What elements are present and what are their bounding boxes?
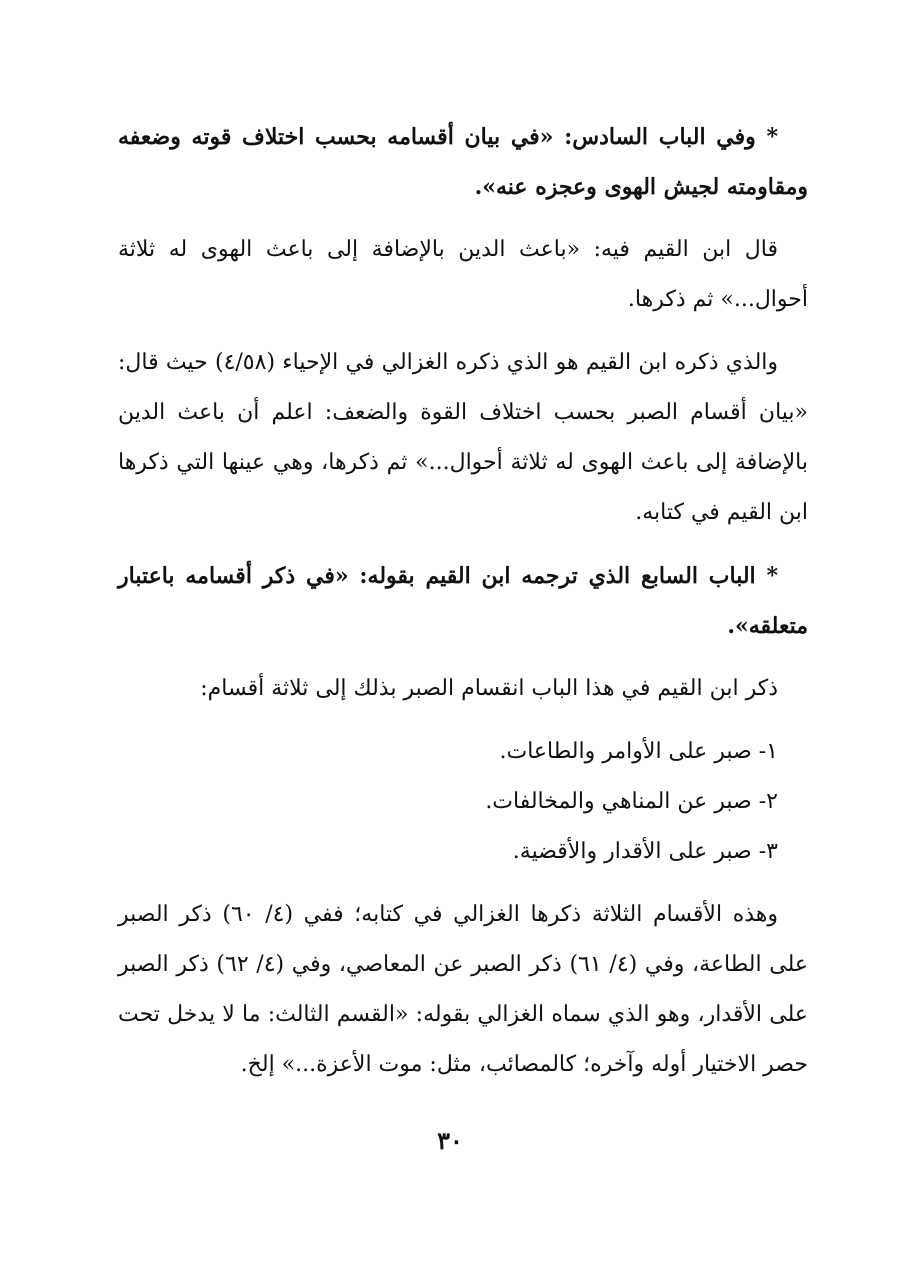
paragraph-chapter-six: * وفي الباب السادس: «في بيان أقسامه بحسب اختلاف قوته وضعفه ومقاومته لجيش الهوى وعجزه عنه». [118, 124, 808, 200]
page-body [118, 112, 808, 1103]
paragraph-closing: وهذه الأقسام الثلاثة ذكرها الغزالي في كتابه؛ ففي (٤/ ٦٠) ذكر الصبر على الطاعة، وفي (٤/ ٦١) ذكر الصبر عن المعاصي، وفي (٤/ ٦٢) ذكر الصبر على الأقدار، وهو الذي سماه الغزالي بقوله: «القسم الثالث: ما لا يدخل تحت حصر الاختيار أوله وآخره؛ كالمصائب، مثل: موت الأعزة...» إلخ. [118, 902, 809, 1077]
paragraph-three-divisions-intro: ذكر ابن القيم في هذا الباب انقسام الصبر بذلك إلى ثلاثة أقسام: [200, 676, 778, 701]
paragraph-chapter-seven: * الباب السابع الذي ترجمه ابن القيم بقوله: «في ذكر أقسامه باعتبار متعلقه». [118, 563, 808, 639]
paragraph-ibn-qayyim-quote: قال ابن القيم فيه: «باعث الدين بالإضافة إلى باعث الهوى له ثلاثة أحوال...» ثم ذكرها. [118, 237, 808, 312]
divisions-list [118, 727, 808, 877]
list-item: ٣- صبر على الأقدار والأقضية. [512, 839, 778, 864]
page-number: ٣٠ [437, 1126, 463, 1155]
paragraph-ghazali-comparison: والذي ذكره ابن القيم هو الذي ذكره الغزالي في الإحياء (٤/٥٨) حيث قال: «بيان أقسام الصبر بحسب اختلاف القوة والضعف: اعلم أن باعث الدين بالإضافة إلى باعث الهوى له ثلاثة أحوال...» ثم ذكرها، وهي عينها التي ذكرها ابن القيم في كتابه. [118, 350, 808, 525]
list-item: ٢- صبر عن المناهي والمخالفات. [485, 789, 778, 814]
list-item: ١- صبر على الأوامر والطاعات. [499, 739, 778, 764]
